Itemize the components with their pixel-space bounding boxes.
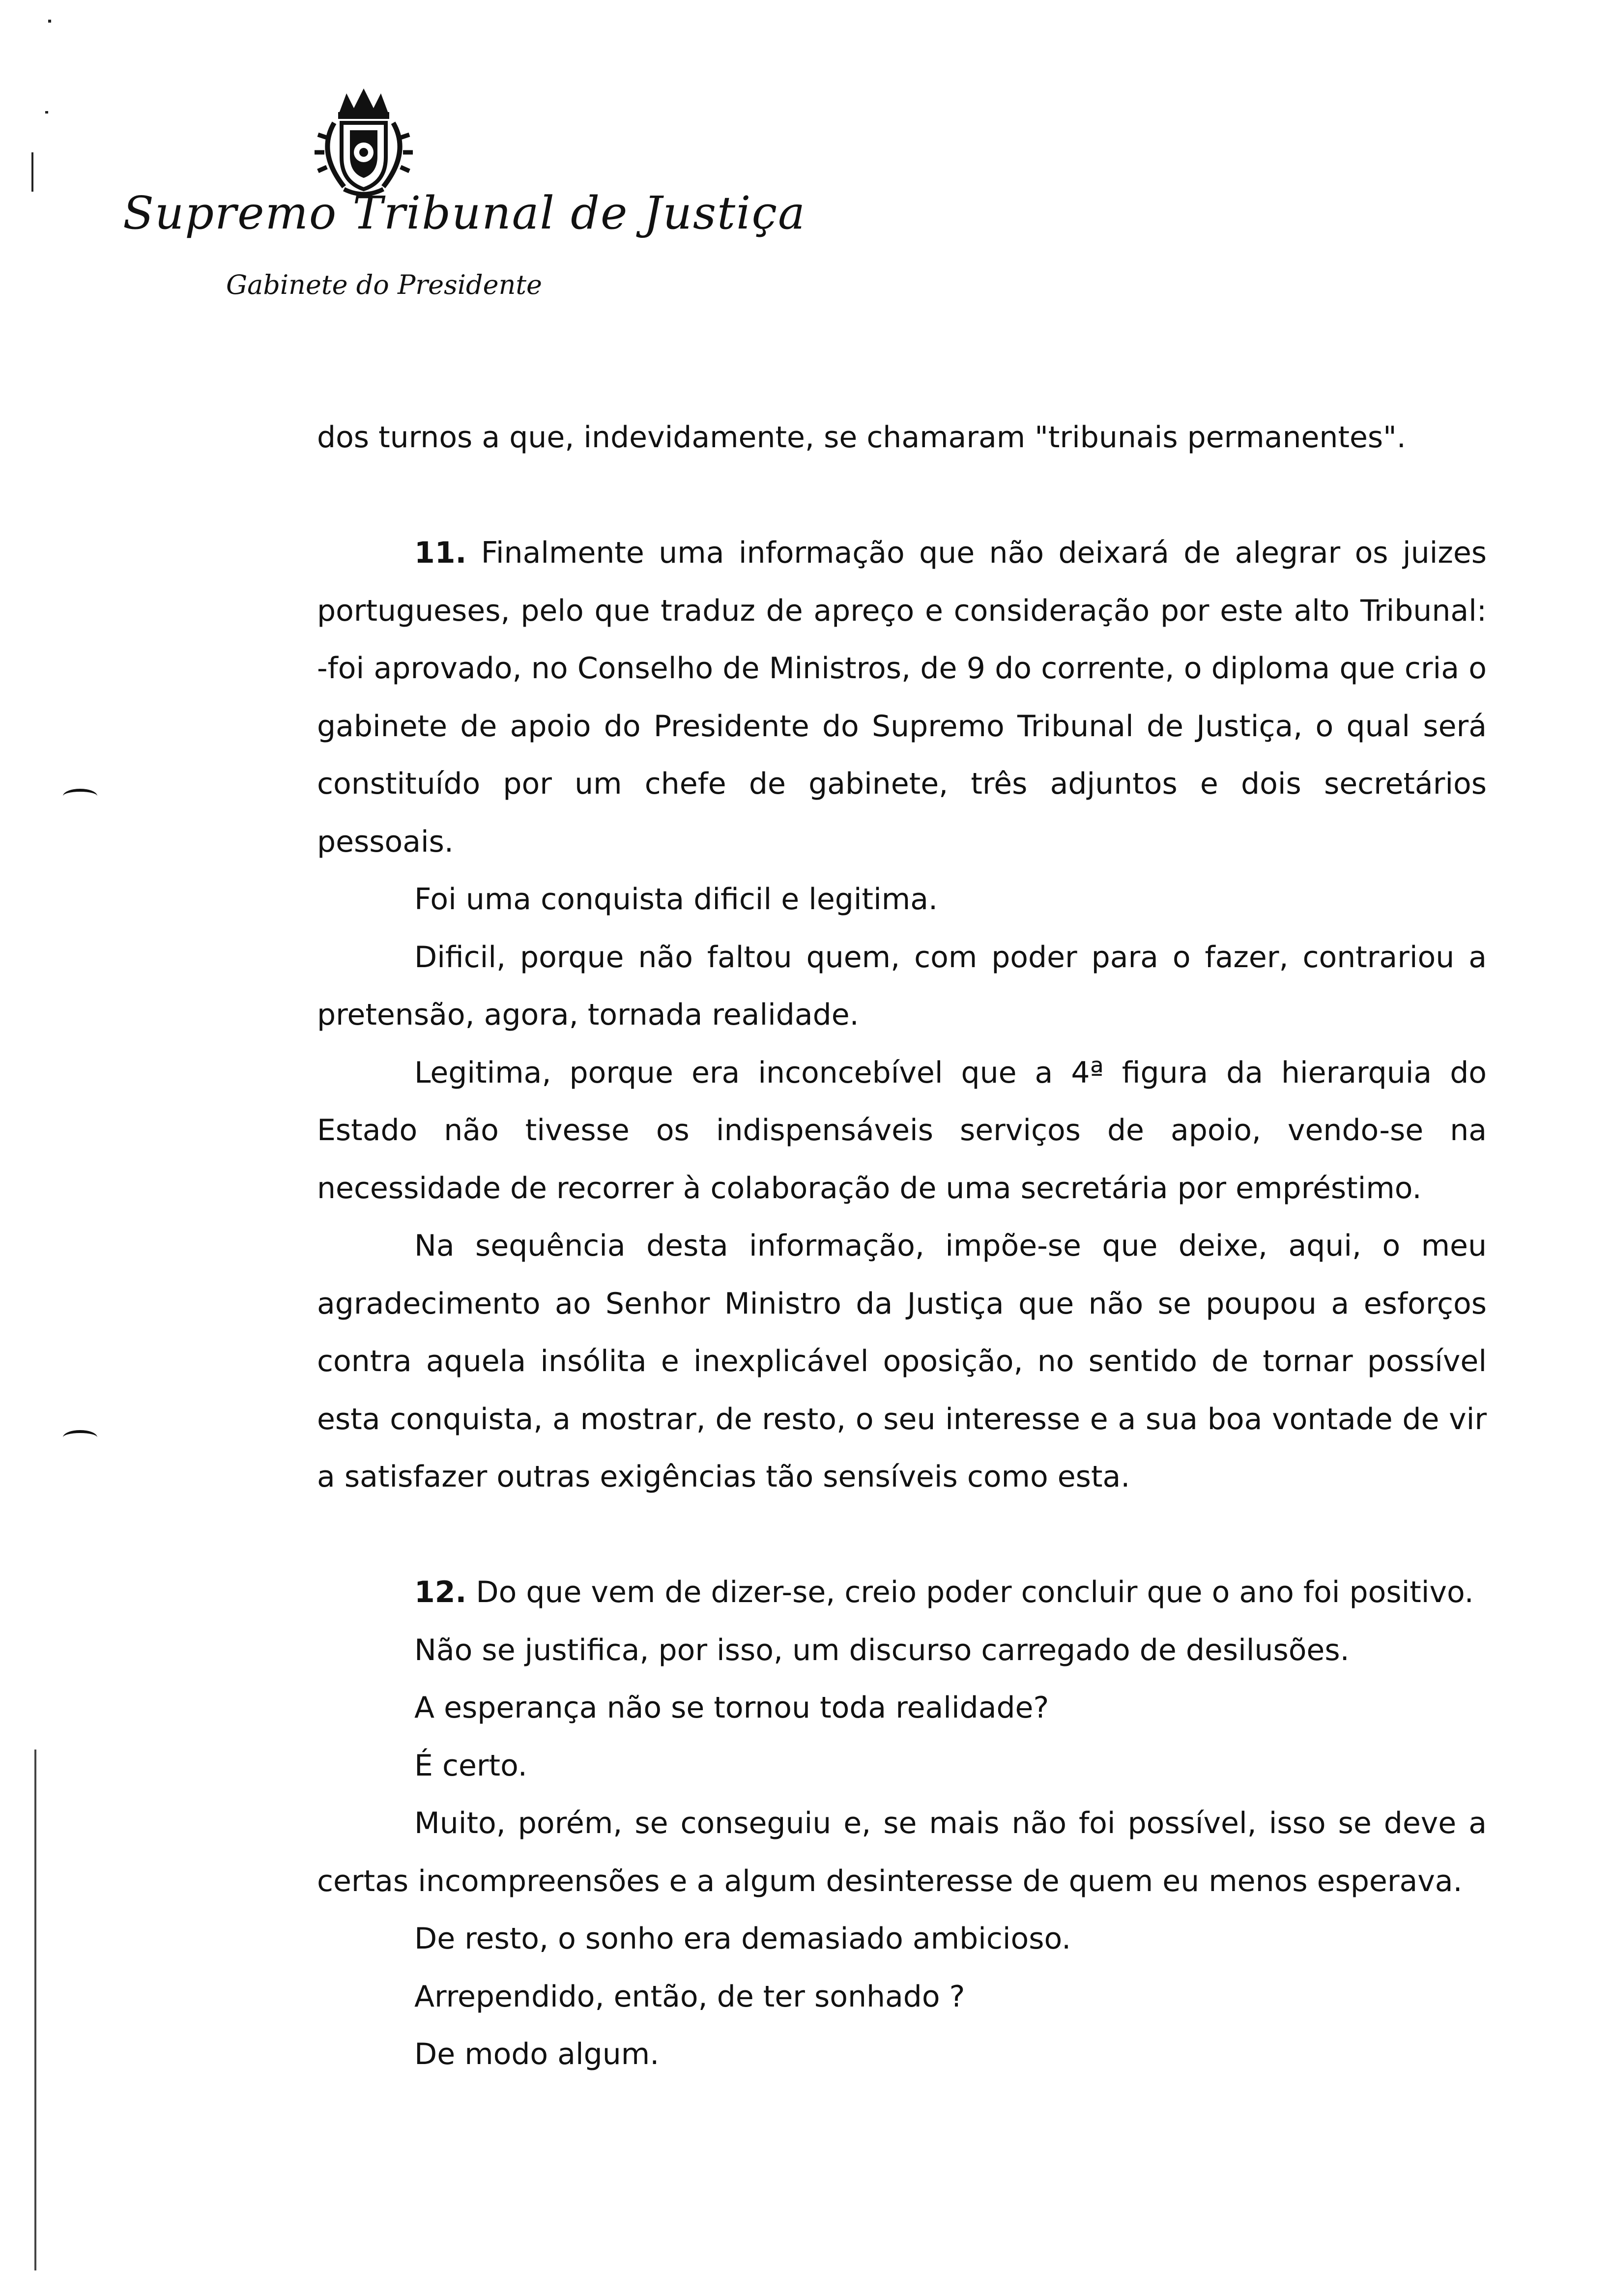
- paragraph: [317, 1622, 1487, 1680]
- paragraph-text: dos turnos a que, indevidamente, se chamaram "tribunais permanentes".: [317, 420, 1406, 455]
- paragraph: [317, 1044, 1487, 1218]
- office-name: Gabinete do Presidente: [226, 269, 543, 300]
- paragraph-text: Legitima, porque era inconcebível que a 4ª figura da hierarquia do Estado não tivesse os indispensáveis serviços de apoio, vendo-se na necessidade de recorrer à colaboração de uma secretária por empréstimo.: [317, 1055, 1487, 1205]
- paragraph: [317, 1795, 1487, 1910]
- paragraph-text: É certo.: [414, 1748, 527, 1783]
- paragraph-12: [317, 1564, 1487, 1622]
- scan-line: [31, 152, 33, 192]
- document-body: [317, 409, 1487, 2084]
- paragraph: [317, 1679, 1487, 1737]
- paragraph-text: Do que vem de dizer-se, creio poder concluir que o ano foi positivo.: [476, 1575, 1474, 1609]
- paragraph-11: [317, 524, 1487, 871]
- institution-name: Supremo Tribunal de Justiça: [123, 187, 806, 239]
- paragraph: [317, 929, 1487, 1044]
- paragraph: [317, 1910, 1487, 1968]
- paragraph: [317, 1968, 1487, 2026]
- paragraph-number: 11.: [414, 536, 467, 570]
- paragraph-text: Dificil, porque não faltou quem, com poder para o fazer, contrariou a pretensão, agora, tornada realidade.: [317, 940, 1487, 1032]
- paragraph-text: De resto, o sonho era demasiado ambicioso.: [414, 1922, 1071, 1956]
- punch-hole-mark: [63, 1430, 97, 1445]
- paragraph-text: A esperança não se tornou toda realidade?: [414, 1691, 1049, 1725]
- paragraph: [317, 2026, 1487, 2084]
- scan-speck: [48, 20, 51, 23]
- paragraph-text: Arrependido, então, de ter sonhado ?: [414, 1979, 965, 2014]
- paragraph-text: Não se justifica, por isso, um discurso carregado de desilusões.: [414, 1633, 1350, 1667]
- paragraph: [317, 871, 1487, 929]
- paragraph: [317, 409, 1487, 467]
- scan-line: [34, 1750, 36, 2270]
- paragraph-text: Muito, porém, se conseguiu e, se mais não foi possível, isso se deve a certas incompreensões e a algum desinteresse de quem eu menos esperava.: [317, 1806, 1487, 1898]
- paragraph-text: De modo algum.: [414, 2037, 660, 2071]
- punch-hole-mark: [63, 789, 97, 804]
- paragraph-text: Na sequência desta informação, impõe-se que deixe, aqui, o meu agradecimento ao Senhor Ministro da Justiça que não se poupou a esforços contra aquela insólita e inexplicável oposição, no sentido de tornar possível esta conquista, a mostrar, de resto, o seu interesse e a sua boa vontade de vir a satisfazer outras exigências tão sensíveis como esta.: [317, 1229, 1487, 1494]
- paragraph-text: Finalmente uma informação que não deixará de alegrar os juizes portugueses, pelo que traduz de apreço e consideração por este alto Tribunal: -foi aprovado, no Conselho de Ministros, de 9 do corrente, o diploma que cria o gabinete de apoio do Presidente do Supremo Tribunal de Justiça, o qual será constituído por um chefe de gabinete, três adjuntos e dois secretários pessoais.: [317, 536, 1487, 859]
- letterhead: [0, 0, 1612, 344]
- coat-of-arms-icon: [305, 84, 423, 201]
- paragraph-number: 12.: [414, 1575, 467, 1609]
- paragraph: [317, 1217, 1487, 1506]
- paragraph-text: Foi uma conquista dificil e legitima.: [414, 882, 938, 917]
- paragraph: [317, 1737, 1487, 1795]
- scan-speck: [45, 111, 48, 114]
